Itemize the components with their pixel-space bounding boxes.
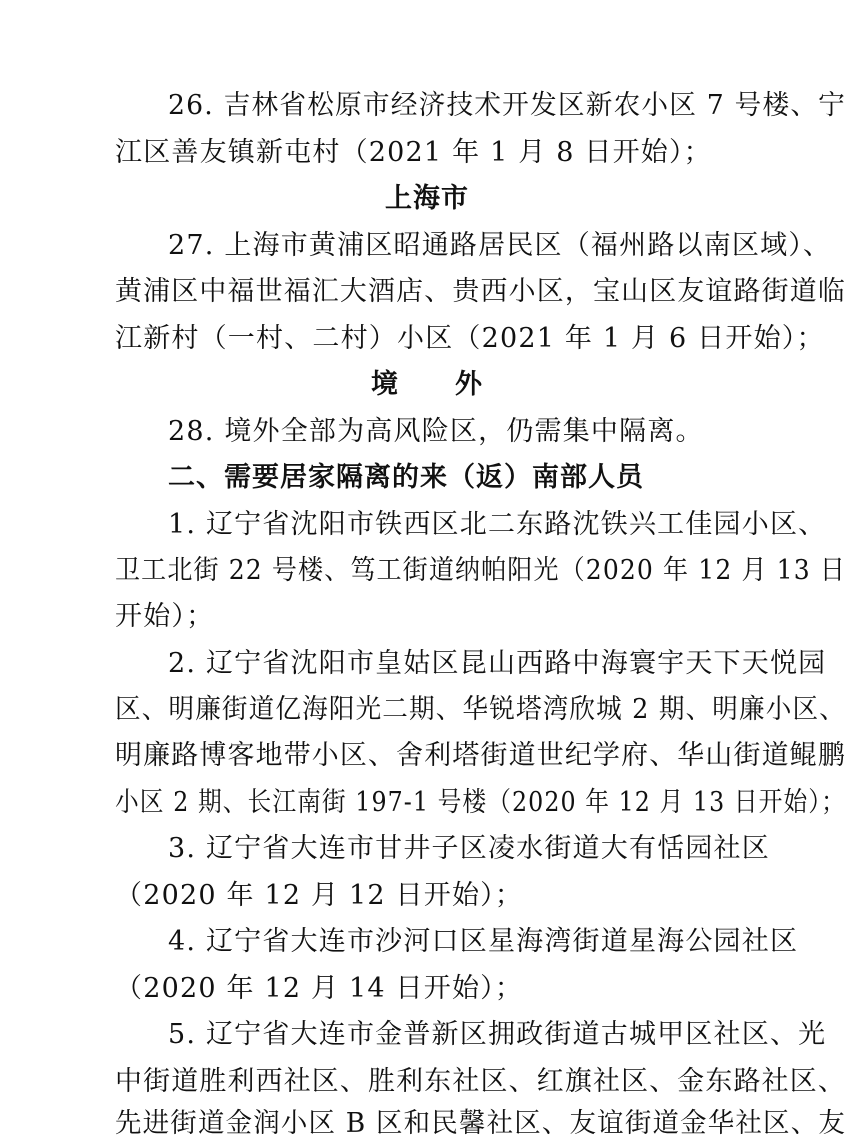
text-line: 开始）； bbox=[115, 601, 215, 632]
text-line: 江新村（一村、二村）小区（2021 年 1 月 6 日开始）； bbox=[115, 323, 825, 354]
text-line: 先进街道金润小区 B 区和民馨社区、友谊街道金华社区、友 bbox=[115, 1108, 846, 1139]
text-line: 黄浦区中福世福汇大酒店、贵西小区，宝山区友谊路街道临 bbox=[115, 276, 847, 307]
text-line: 4. 辽宁省大连市沙河口区星海湾街道星海公园社区 bbox=[168, 926, 799, 957]
text-line: （2020 年 12 月 14 日开始）； bbox=[115, 973, 524, 1004]
text-line: 1. 辽宁省沈阳市铁西区北二东路沈铁兴工佳园小区、 bbox=[168, 509, 827, 540]
text-line: （2020 年 12 月 12 日开始）； bbox=[115, 880, 524, 911]
text-line: 中街道胜利西社区、胜利东社区、红旗社区、金东路社区、 bbox=[115, 1066, 847, 1097]
text-line: 小区 2 期、长江南街 197-1 号楼（2020 年 12 月 13 日开始）； bbox=[115, 787, 846, 818]
text-line: 江区善友镇新屯村（2021 年 1 月 8 日开始）； bbox=[115, 137, 712, 168]
section-heading: 上海市 bbox=[385, 183, 469, 214]
text-line: 3. 辽宁省大连市甘井子区凌水街道大有恬园社区 bbox=[168, 833, 770, 864]
text-line: 27. 上海市黄浦区昭通路居民区（福州路以南区域）、 bbox=[168, 230, 832, 261]
text-line: 2. 辽宁省沈阳市皇姑区昆山西路中海寰宇天下天悦园 bbox=[168, 648, 827, 679]
text-line: 28. 境外全部为高风险区，仍需集中隔离。 bbox=[168, 416, 704, 447]
text-line: 卫工北街 22 号楼、笃工街道纳帕阳光（2020 年 12 月 13 日 bbox=[115, 555, 847, 586]
text-line: 区、明廉街道亿海阳光二期、华锐塔湾欣城 2 期、明廉小区、 bbox=[115, 694, 846, 725]
text-line: 明廉路博客地带小区、舍利塔街道世纪学府、华山街道鲲鹏 bbox=[115, 740, 847, 771]
section-heading: 境 外 bbox=[371, 369, 483, 400]
text-line: 5. 辽宁省大连市金普新区拥政街道古城甲区社区、光 bbox=[168, 1019, 827, 1050]
text-line: 26. 吉林省松原市经济技术开发区新农小区 7 号楼、宁 bbox=[168, 90, 847, 121]
section-heading: 二、需要居家隔离的来（返）南部人员 bbox=[168, 462, 644, 493]
